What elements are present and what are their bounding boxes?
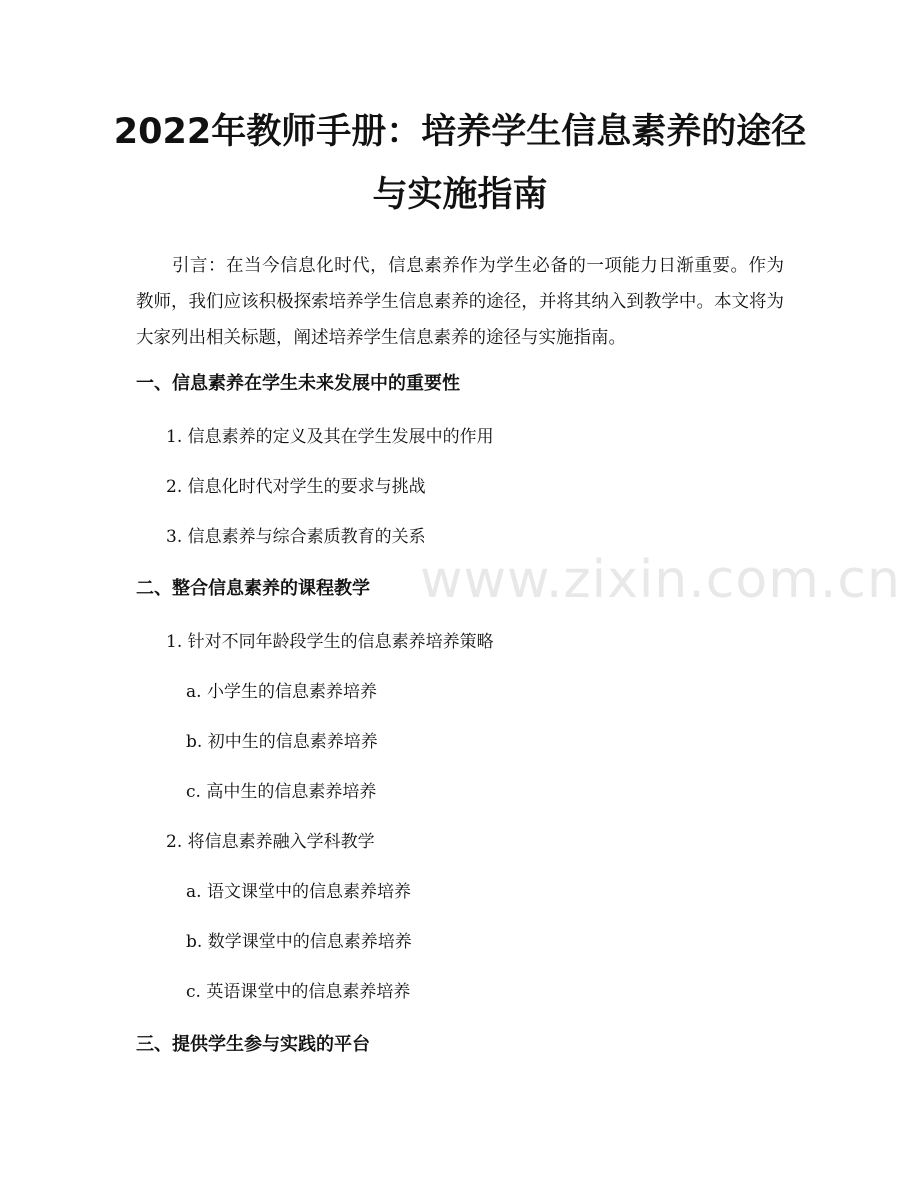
document-title-line1: 2022年教师手册：培养学生信息素养的途径: [113, 112, 807, 152]
section1-item-2: 2. 信息化时代对学生的要求与挑战: [166, 477, 426, 497]
section3-heading: 三、提供学生参与实践的平台: [136, 1034, 370, 1055]
section2-item-2-sub-c: c. 英语课堂中的信息素养培养: [186, 982, 411, 1002]
section2-item-2: 2. 将信息素养融入学科教学: [166, 832, 375, 852]
section2-item-2-sub-b: b. 数学课堂中的信息素养培养: [186, 932, 412, 952]
watermark-text: www.zixin.com.cn: [420, 550, 901, 610]
section1-item-3: 3. 信息素养与综合素质教育的关系: [166, 527, 426, 547]
section2-item-1-sub-c: c. 高中生的信息素养培养: [186, 782, 377, 802]
section1-heading: 一、信息素养在学生未来发展中的重要性: [136, 373, 460, 394]
section2-item-1: 1. 针对不同年龄段学生的信息素养培养策略: [166, 632, 494, 652]
section2-item-1-sub-a: a. 小学生的信息素养培养: [186, 682, 377, 702]
section2-heading: 二、整合信息素养的课程教学: [136, 578, 370, 599]
section2-item-1-sub-b: b. 初中生的信息素养培养: [186, 732, 378, 752]
section1-item-1: 1. 信息素养的定义及其在学生发展中的作用: [166, 427, 494, 447]
document-title-line2: 与实施指南: [372, 175, 548, 215]
intro-paragraph: 引言：在当今信息化时代，信息素养作为学生必备的一项能力日渐重要。作为教师，我们应该积极探索培养学生信息素养的途径，并将其纳入到教学中。本文将为大家列出相关标题，阐述培养学生信息素养的途径与实施指南。: [136, 256, 784, 348]
section2-item-2-sub-a: a. 语文课堂中的信息素养培养: [186, 882, 411, 902]
